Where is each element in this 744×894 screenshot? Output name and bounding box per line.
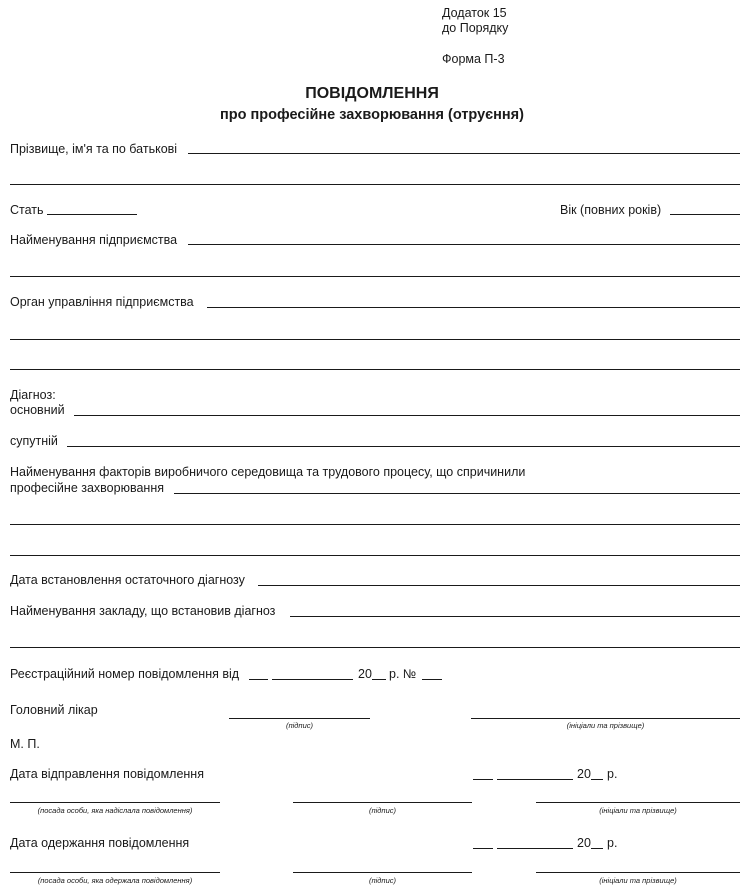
- registration-number-label: Реєстраційний номер повідомлення від: [10, 667, 240, 681]
- registration-year-line[interactable]: [372, 679, 386, 680]
- sending-day-line[interactable]: [473, 779, 493, 780]
- registration-month-line[interactable]: [272, 679, 353, 680]
- sex-line[interactable]: [47, 214, 137, 215]
- receiver-position-caption: (посада особи, яка одержала повідомлення): [37, 876, 193, 885]
- sender-signature-caption: (підпис): [369, 806, 396, 815]
- final-diagnosis-date-label: Дата встановлення остаточного діагнозу: [10, 573, 245, 587]
- sender-position-caption: (посада особи, яка надіслала повідомлення): [37, 806, 193, 815]
- stamp-label: М. П.: [10, 737, 40, 751]
- chief-doctor-signature-line[interactable]: [229, 718, 370, 719]
- sending-date-label: Дата відправлення повідомлення: [10, 767, 204, 781]
- chief-doctor-signature-caption: (підпис): [286, 721, 313, 730]
- factors-label-line1: Найменування факторів виробничого середовища та трудового процесу, що спричинили: [10, 465, 526, 479]
- enterprise-line-2[interactable]: [10, 276, 740, 277]
- age-line[interactable]: [670, 214, 740, 215]
- diagnosis-label: Діагноз:: [10, 388, 56, 402]
- receiving-date-label: Дата одержання повідомлення: [10, 836, 190, 850]
- receiving-month-line[interactable]: [497, 848, 573, 849]
- sending-year-line[interactable]: [591, 779, 603, 780]
- receiver-initials-caption: (ініціали та прізвище): [599, 876, 677, 885]
- receiver-position-line[interactable]: [10, 872, 220, 873]
- order-reference: до Порядку: [442, 21, 509, 35]
- receiver-initials-line[interactable]: [536, 872, 740, 873]
- sex-label: Стать: [10, 203, 44, 217]
- diagnosing-institution-line[interactable]: [290, 616, 740, 617]
- receiving-year-line[interactable]: [591, 848, 603, 849]
- receiving-day-line[interactable]: [473, 848, 493, 849]
- receiver-signature-caption: (підпис): [369, 876, 396, 885]
- enterprise-line[interactable]: [188, 244, 740, 245]
- diagnosis-main-label: основний: [10, 403, 65, 417]
- chief-doctor-initials-caption: (ініціали та прізвище): [566, 721, 645, 730]
- registration-day-line[interactable]: [249, 679, 268, 680]
- management-body-line[interactable]: [207, 307, 740, 308]
- chief-doctor-label: Головний лікар: [10, 703, 98, 717]
- factors-line-3[interactable]: [10, 555, 740, 556]
- age-label: Вік (повних років): [560, 203, 662, 217]
- receiving-year-suffix: р.: [607, 836, 618, 850]
- registration-year-suffix: р. №: [389, 667, 417, 681]
- receiver-signature-line[interactable]: [293, 872, 472, 873]
- sender-position-line[interactable]: [10, 802, 220, 803]
- diagnosis-concomitant-label: супутній: [10, 434, 58, 448]
- registration-year-prefix: 20: [358, 667, 372, 681]
- sending-year-prefix: 20: [577, 767, 591, 781]
- sending-month-line[interactable]: [497, 779, 573, 780]
- chief-doctor-initials-line[interactable]: [471, 718, 740, 719]
- sender-signature-line[interactable]: [293, 802, 472, 803]
- diagnosing-institution-label: Найменування закладу, що встановив діагноз: [10, 604, 276, 618]
- final-diagnosis-date-line[interactable]: [258, 585, 740, 586]
- full-name-line-2[interactable]: [10, 184, 740, 185]
- sending-year-suffix: р.: [607, 767, 618, 781]
- management-body-line-2[interactable]: [10, 339, 740, 340]
- diagnosis-concomitant-line[interactable]: [67, 446, 740, 447]
- factors-line-2[interactable]: [10, 524, 740, 525]
- factors-line[interactable]: [174, 493, 740, 494]
- document-title: ПОВІДОМЛЕННЯ: [305, 85, 439, 102]
- registration-number-line[interactable]: [422, 679, 442, 680]
- diagnosis-main-line[interactable]: [74, 415, 740, 416]
- management-body-line-3[interactable]: [10, 369, 740, 370]
- management-body-label: Орган управління підприємства: [10, 295, 194, 309]
- full-name-label: Прізвище, ім'я та по батькові: [10, 142, 178, 156]
- annex-label: Додаток 15: [442, 6, 507, 20]
- factors-label-line2: професійне захворювання: [10, 481, 164, 495]
- full-name-line[interactable]: [188, 153, 740, 154]
- enterprise-label: Найменування підприємства: [10, 233, 178, 247]
- sender-initials-line[interactable]: [536, 802, 740, 803]
- document-subtitle: про професійне захворювання (отруєння): [220, 107, 524, 123]
- receiving-year-prefix: 20: [577, 836, 591, 850]
- form-number: Форма П-3: [442, 52, 505, 66]
- diagnosing-institution-line-2[interactable]: [10, 647, 740, 648]
- sender-initials-caption: (ініціали та прізвище): [599, 806, 677, 815]
